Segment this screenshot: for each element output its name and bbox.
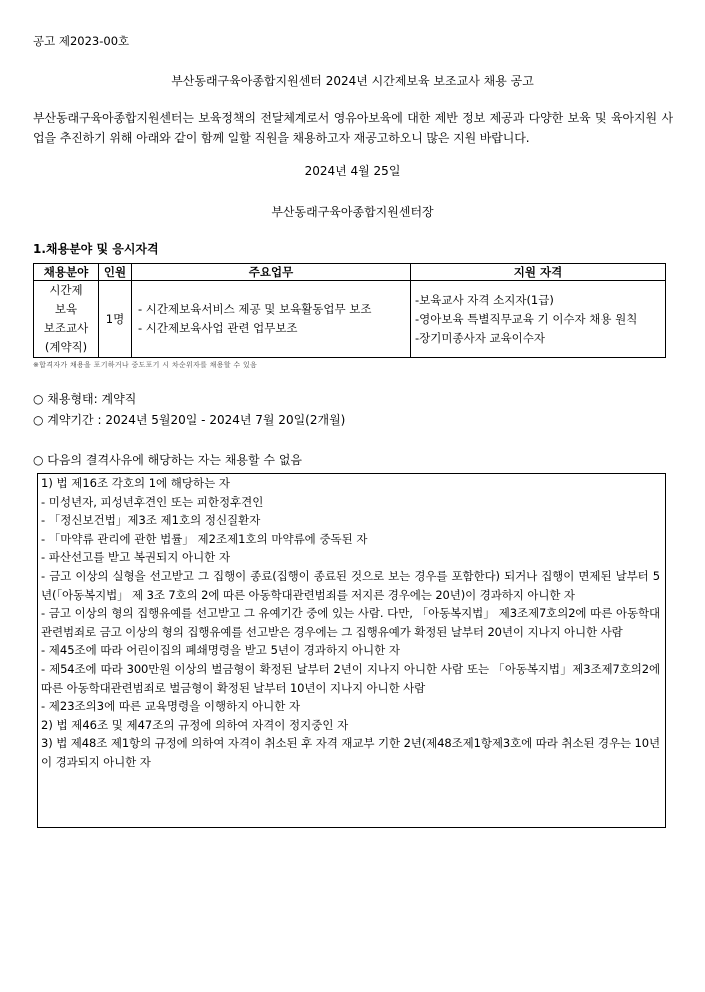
intro-paragraph: 부산동래구육아종합지원센터는 보육정책의 전달체계로서 영유아보육에 대한 제반 정보 제공과 다양한 보육 및 육아지원 사업을 추진하기 위해 아래와 같이 함께 일할 직원을 채용하고자 재공고하오니 많은 지원 바랍니다. <box>33 111 673 145</box>
notice-number: 공고 제2023-00호 <box>33 34 130 48</box>
contract-period: ○ 계약기간 : 2024년 5월20일 - 2024년 7월 20일(2개월) <box>33 413 346 427</box>
list-item: - 제23조의3에 따른 교육명령을 이행하지 아니한 자 <box>41 699 301 714</box>
cell-field <box>34 281 99 358</box>
table-header-row <box>34 264 666 281</box>
announcement-date: 2024년 4월 25일 <box>304 164 401 178</box>
disqualification-heading: ○ 다음의 결격사유에 해당하는 자는 채용할 수 없음 <box>33 453 303 467</box>
header-duties: 주요업무 <box>132 264 411 281</box>
table-footnote: ※합격자가 채용을 포기하거나 중도포기 시 차순위자를 채용할 수 있음 <box>33 361 258 369</box>
field-line: (계약직) <box>44 340 88 354</box>
list-item: - 미성년자, 피성년후견인 또는 피한정후견인 <box>41 494 264 509</box>
list-item: - 금고 이상의 형의 집행유예를 선고받고 그 유예기간 중에 있는 사람. 다만, 「아동복지법」 제3조제7호의2에 따른 아동학대관련범죄로 금고 이상의 형의 집행유예를 선고받은 경우에는 그 집행유예가 확정된 날부터 20년이 지나지 아니한 사람 <box>41 606 660 639</box>
list-item: - 제54조에 따라 300만원 이상의 벌금형이 확정된 날부터 2년이 지나지 아니한 사람 또는 「아동복지법」제3조제7호의2에 따른 아동학대관련범죄로 벌금형이 확정된 날부터 10년이 지나지 아니한 사람 <box>41 661 660 695</box>
header-count: 인원 <box>99 264 132 281</box>
list-item: - 제45조에 따라 어린이집의 폐쇄명령을 받고 5년이 경과하지 아니한 자 <box>41 643 400 658</box>
recruitment-table <box>33 263 666 358</box>
list-item: - 금고 이상의 실형을 선고받고 그 집행이 종료(집행이 종료된 것으로 보는 경우를 포함한다) 되거나 집행이 면제된 날부터 5년(「아동복지법」 제 3조 7호의 2에 따른 아동학대관련범죄를 저지른 경우에는 20년)이 경과하지 아니한 자 <box>41 568 660 602</box>
section-1-title: 1.채용분야 및 응시자격 <box>33 242 159 256</box>
qualification-item: -영아보육 특별직무교육 기 이수자 채용 원칙 <box>415 311 638 326</box>
duty-item: - 시간제보육서비스 제공 및 보육활동업무 보조 <box>138 302 372 316</box>
list-item: - 「정신보건법」제3조 제1호의 정신질환자 <box>41 513 261 528</box>
list-item: - 「마약류 관리에 관한 법률」 제2조제1호의 마약류에 중독된 자 <box>41 531 368 546</box>
qualification-item: -보육교사 자격 소지자(1급) <box>415 292 554 307</box>
cell-count: 1명 <box>99 281 132 358</box>
cell-qualifications <box>411 281 666 358</box>
cell-duties <box>132 281 411 358</box>
duty-item: - 시간제보육사업 관련 업무보조 <box>138 321 298 335</box>
list-item: 1) 법 제16조 각호의 1에 해당하는 자 <box>41 476 230 490</box>
issuer-name: 부산동래구육아종합지원센터장 <box>271 205 434 219</box>
field-line: 보육 <box>54 302 78 316</box>
list-item: 2) 법 제46조 및 제47조의 규정에 의하여 자격이 정지중인 자 <box>41 717 349 732</box>
employment-type: ○ 채용형태: 계약직 <box>33 392 137 406</box>
list-item: - 파산선고를 받고 복권되지 아니한 자 <box>41 550 231 565</box>
table-row <box>34 281 666 358</box>
qualification-item: -장기미종사자 교육이수자 <box>415 330 546 345</box>
header-qualifications: 지원 자격 <box>411 264 666 281</box>
disqualification-box <box>37 473 666 828</box>
field-line: 시간제 <box>49 283 83 297</box>
document-title: 부산동래구육아종합지원센터 2024년 시간제보육 보조교사 채용 공고 <box>171 74 534 88</box>
header-field: 채용분야 <box>34 264 99 281</box>
list-item: 3) 법 제48조 제1항의 규정에 의하여 자격이 취소된 후 자격 재교부 기한 2년(제48조제1항제3호에 따라 취소된 경우는 10년이 경과되지 아니한 자 <box>41 736 660 769</box>
field-line: 보조교사 <box>43 321 89 335</box>
